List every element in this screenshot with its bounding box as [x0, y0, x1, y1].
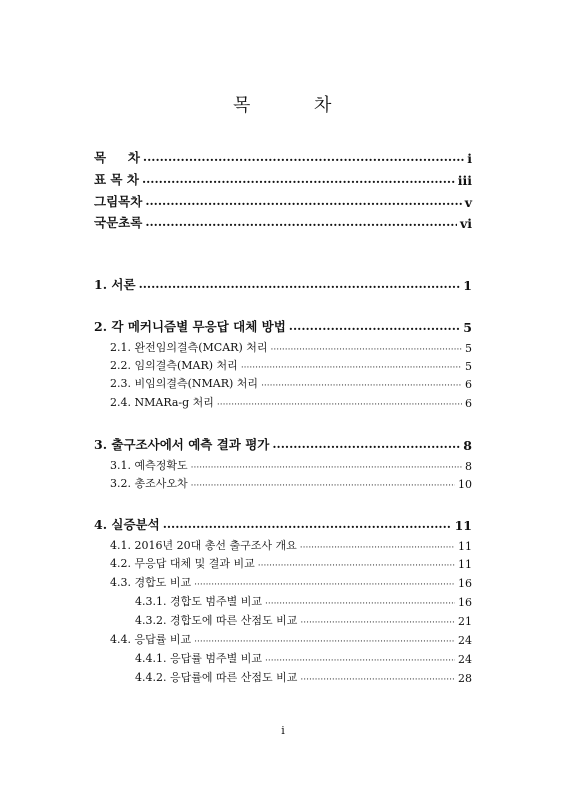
toc-entry-page: 11	[458, 540, 472, 553]
dot-leader	[272, 441, 460, 453]
toc-entry-label: 1. 서론	[94, 277, 136, 292]
toc-entry-label: 4. 실증분석	[94, 517, 160, 532]
toc-entry-label: 4.4.1. 응답률 범주별 비교	[135, 652, 262, 665]
toc-entry-label: 2.3. 비임의결측(NMAR) 처리	[110, 377, 259, 390]
dot-leader	[191, 464, 462, 473]
toc-subsection-4-3-2[interactable]	[135, 612, 472, 628]
dot-leader	[289, 323, 461, 335]
toc-entry-page: 6	[465, 378, 472, 391]
toc-entry-page: 28	[458, 672, 472, 685]
dot-leader	[145, 219, 457, 231]
toc-entry-page: 5	[463, 320, 472, 335]
toc-entry-abstract[interactable]	[94, 213, 472, 231]
toc-entry-page: 5	[465, 360, 472, 373]
dot-leader	[163, 521, 452, 533]
toc-entry-label: 4.4. 응답률 비교	[110, 633, 192, 646]
dot-leader	[265, 657, 455, 666]
toc-subsection-4-4-2[interactable]	[135, 669, 472, 685]
toc-section-4-1[interactable]	[110, 537, 472, 553]
toc-entry-page: 21	[458, 615, 472, 628]
toc-entry-page: 24	[458, 634, 472, 647]
toc-chapter-3[interactable]	[94, 435, 472, 453]
toc-entry-page: i	[467, 151, 472, 166]
toc-entry-label: 4.3. 경합도 비교	[110, 576, 192, 589]
toc-entry-list-of-figures[interactable]	[94, 192, 472, 210]
page-title-char-2: 차	[314, 95, 332, 116]
toc-entry-list-of-tables[interactable]	[94, 170, 472, 188]
toc-subsection-4-3-1[interactable]	[135, 593, 472, 609]
toc-subsection-4-4-1[interactable]	[135, 650, 472, 666]
dot-leader	[300, 619, 455, 628]
dot-leader	[142, 176, 455, 188]
toc-entry-label: 3.2. 총조사오차	[110, 477, 188, 490]
toc-entry-page: 5	[465, 342, 472, 355]
toc-entry-label: 4.1. 2016년 20대 총선 출구조사 개요	[110, 539, 297, 552]
toc-entry-page: 6	[465, 397, 472, 410]
dot-leader	[217, 401, 462, 410]
toc-entry-page: 11	[454, 518, 472, 533]
toc-section-2-2[interactable]	[110, 357, 472, 373]
toc-section-2-4[interactable]	[110, 394, 472, 410]
toc-entry-label: 2.1. 완전임의결측(MCAR) 처리	[110, 341, 268, 354]
dot-leader	[258, 562, 455, 571]
toc-entry-page: 16	[458, 577, 472, 590]
toc-entry-label: 4.2. 무응답 대체 및 결과 비교	[110, 557, 255, 570]
toc-entry-page: 24	[458, 653, 472, 666]
toc-section-4-2[interactable]	[110, 555, 472, 571]
dot-leader	[194, 638, 455, 647]
toc-section-2-1[interactable]	[110, 339, 472, 355]
toc-entry-label: 표 목 차	[94, 172, 139, 187]
dot-leader	[139, 281, 461, 293]
toc-chapter-2[interactable]	[94, 317, 472, 335]
toc-entry-label: 2.2. 임의결측(MAR) 처리	[110, 359, 238, 372]
toc-entry-label: 2.4. NMARa-g 처리	[110, 396, 214, 409]
dot-leader	[265, 600, 455, 609]
dot-leader	[300, 676, 455, 685]
toc-entry-label: 3.1. 예측정확도	[110, 459, 188, 472]
toc-section-4-4[interactable]	[110, 631, 472, 647]
toc-entry-page: v	[464, 195, 472, 210]
toc-entry-label: 그림목차	[94, 194, 143, 209]
dot-leader	[191, 482, 455, 491]
toc-entry-label: 4.3.2. 경합도에 따른 산점도 비교	[135, 614, 298, 627]
toc-entry-label: 4.3.1. 경합도 범주별 비교	[135, 595, 262, 608]
toc-entry-page: vi	[459, 216, 472, 231]
dot-leader	[300, 544, 455, 553]
toc-entry-page: 8	[465, 460, 472, 473]
dot-leader	[241, 364, 462, 373]
toc-section-3-2[interactable]	[110, 475, 472, 491]
dot-leader	[143, 154, 464, 166]
toc-section-2-3[interactable]	[110, 375, 472, 391]
toc-entry-page: 1	[463, 278, 472, 293]
toc-chapter-4[interactable]	[94, 515, 472, 533]
dot-leader	[145, 198, 461, 210]
toc-section-3-1[interactable]	[110, 457, 472, 473]
toc-section-4-3[interactable]	[110, 574, 472, 590]
toc-entry-label: 3. 출구조사에서 예측 결과 평가	[94, 437, 270, 452]
toc-entry-page: 16	[458, 596, 472, 609]
toc-entry-page: 8	[463, 438, 472, 453]
toc-chapter-1[interactable]	[94, 275, 472, 293]
dot-leader	[261, 382, 462, 391]
dot-leader	[270, 346, 462, 355]
toc-entry-page: 10	[458, 478, 472, 491]
dot-leader	[194, 581, 455, 590]
page-number-footer: i	[281, 724, 285, 737]
toc-entry-label: 국문초록	[94, 215, 143, 230]
toc-entry-page: 11	[458, 558, 472, 571]
toc-entry-label: 4.4.2. 응답률에 따른 산점도 비교	[135, 671, 298, 684]
page-title-char-1: 목	[233, 95, 251, 116]
toc-entry-label: 2. 각 메커니즘별 무응답 대체 방법	[94, 319, 286, 334]
toc-entry-label: 목 차	[94, 150, 140, 165]
toc-entry-contents[interactable]	[94, 148, 472, 166]
toc-entry-page: iii	[457, 173, 472, 188]
